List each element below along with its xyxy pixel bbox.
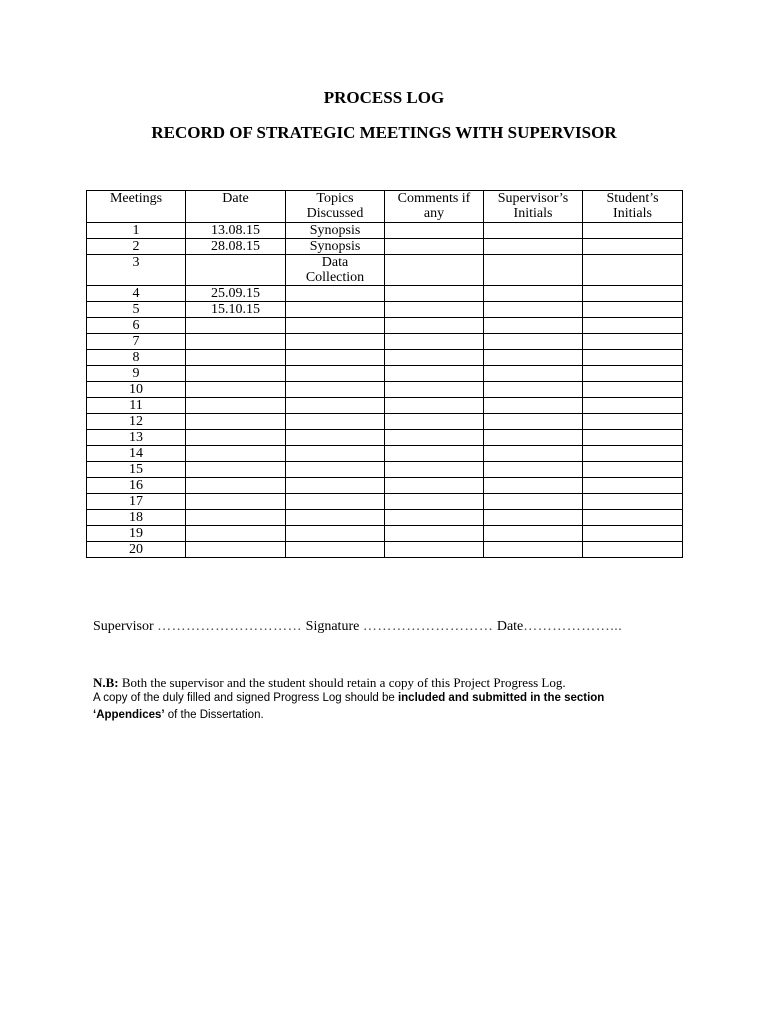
note-line-2 xyxy=(93,690,693,724)
topics-cell xyxy=(286,510,385,526)
note-text-3a: ‘Appendices’ xyxy=(93,709,165,721)
supervisor-initials-cell xyxy=(484,494,583,510)
date-cell: 15.10.15 xyxy=(186,302,286,318)
column-header xyxy=(87,191,186,223)
meeting-number-cell: 18 xyxy=(87,510,186,526)
date-cell xyxy=(186,526,286,542)
note-text-1: Both the supervisor and the student should retain a copy of this Project Progress Log. xyxy=(121,675,566,690)
student-initials-cell xyxy=(583,462,683,478)
table-row xyxy=(87,366,683,382)
date-cell xyxy=(186,318,286,334)
signature-label: Signature xyxy=(305,619,360,634)
date-cell xyxy=(186,542,286,558)
supervisor-initials-cell xyxy=(484,334,583,350)
meeting-number-cell: 11 xyxy=(87,398,186,414)
date-field: ………………... xyxy=(523,619,623,634)
table-row xyxy=(87,542,683,558)
column-header-label: Initials xyxy=(613,206,652,221)
meeting-number-cell: 7 xyxy=(87,334,186,350)
column-header-label: Supervisor’s xyxy=(497,191,569,206)
column-header xyxy=(583,191,683,223)
supervisor-initials-cell xyxy=(484,382,583,398)
date-cell xyxy=(186,510,286,526)
signature-line xyxy=(93,619,622,635)
student-initials-cell xyxy=(583,494,683,510)
table-row xyxy=(87,446,683,462)
column-header-label: any xyxy=(423,206,445,221)
comments-cell xyxy=(385,366,484,382)
topics-cell xyxy=(286,446,385,462)
topics-cell xyxy=(286,334,385,350)
date-cell xyxy=(186,255,286,286)
column-header xyxy=(484,191,583,223)
date-cell xyxy=(186,478,286,494)
topic-text: Collection xyxy=(305,270,365,285)
column-header-label: Discussed xyxy=(306,206,364,221)
table-row xyxy=(87,223,683,239)
comments-cell xyxy=(385,255,484,286)
supervisor-label: Supervisor xyxy=(93,619,154,634)
comments-cell xyxy=(385,414,484,430)
page-title: PROCESS LOG xyxy=(323,88,445,107)
meeting-number-cell: 12 xyxy=(87,414,186,430)
student-initials-cell xyxy=(583,286,683,302)
topics-cell xyxy=(286,302,385,318)
column-header-label: Initials xyxy=(513,206,553,221)
comments-cell xyxy=(385,478,484,494)
note-text-2b: included and submitted in the section xyxy=(397,692,605,704)
meeting-number-cell: 20 xyxy=(87,542,186,558)
date-cell: 25.09.15 xyxy=(186,286,286,302)
supervisor-initials-cell xyxy=(484,255,583,286)
meeting-number-cell: 16 xyxy=(87,478,186,494)
comments-cell xyxy=(385,510,484,526)
date-cell xyxy=(186,334,286,350)
comments-cell xyxy=(385,223,484,239)
meeting-number-cell: 5 xyxy=(87,302,186,318)
date-cell xyxy=(186,446,286,462)
student-initials-cell xyxy=(583,302,683,318)
topics-cell xyxy=(286,286,385,302)
topics-cell xyxy=(286,318,385,334)
student-initials-cell xyxy=(583,542,683,558)
comments-cell xyxy=(385,286,484,302)
table-row xyxy=(87,478,683,494)
date-cell xyxy=(186,350,286,366)
supervisor-initials-cell xyxy=(484,542,583,558)
date-cell: 13.08.15 xyxy=(186,223,286,239)
date-cell xyxy=(186,462,286,478)
comments-cell xyxy=(385,526,484,542)
table-row xyxy=(87,318,683,334)
table-row xyxy=(87,414,683,430)
comments-cell xyxy=(385,302,484,318)
meeting-number-cell: 19 xyxy=(87,526,186,542)
table-row xyxy=(87,430,683,446)
table-row xyxy=(87,239,683,255)
date-cell xyxy=(186,430,286,446)
topics-cell xyxy=(286,350,385,366)
comments-cell xyxy=(385,350,484,366)
supervisor-initials-cell xyxy=(484,318,583,334)
supervisor-initials-cell xyxy=(484,414,583,430)
supervisor-initials-cell xyxy=(484,446,583,462)
table-header-row xyxy=(87,191,683,223)
topics-cell xyxy=(286,478,385,494)
topics-cell xyxy=(286,366,385,382)
meeting-number-cell: 10 xyxy=(87,382,186,398)
table-row xyxy=(87,382,683,398)
supervisor-initials-cell xyxy=(484,286,583,302)
student-initials-cell xyxy=(583,430,683,446)
comments-cell xyxy=(385,446,484,462)
table-row xyxy=(87,255,683,286)
note-text-3b: of the Dissertation. xyxy=(164,709,264,721)
topics-cell xyxy=(286,223,385,239)
student-initials-cell xyxy=(583,478,683,494)
topics-cell xyxy=(286,398,385,414)
student-initials-cell xyxy=(583,350,683,366)
date-cell xyxy=(186,382,286,398)
table-row xyxy=(87,302,683,318)
meeting-number-cell: 15 xyxy=(87,462,186,478)
supervisor-initials-cell xyxy=(484,478,583,494)
topics-cell xyxy=(286,255,385,286)
supervisor-initials-cell xyxy=(484,366,583,382)
supervisor-field: ………………………… xyxy=(157,619,303,634)
comments-cell xyxy=(385,334,484,350)
comments-cell xyxy=(385,430,484,446)
student-initials-cell xyxy=(583,382,683,398)
column-header-label: Student’s xyxy=(606,191,659,206)
student-initials-cell xyxy=(583,398,683,414)
meeting-number-cell: 13 xyxy=(87,430,186,446)
student-initials-cell xyxy=(583,255,683,286)
note-text-2a: A copy of the duly filled and signed Progress Log should be xyxy=(93,692,398,704)
student-initials-cell xyxy=(583,239,683,255)
topic-text: Synopsis xyxy=(309,223,361,238)
column-header-label: Comments if xyxy=(397,191,471,206)
meeting-number-cell: 2 xyxy=(87,239,186,255)
table-row xyxy=(87,510,683,526)
student-initials-cell xyxy=(583,510,683,526)
student-initials-cell xyxy=(583,526,683,542)
column-header xyxy=(186,191,286,223)
supervisor-initials-cell xyxy=(484,430,583,446)
table-row xyxy=(87,526,683,542)
meeting-number-cell: 8 xyxy=(87,350,186,366)
table-row xyxy=(87,334,683,350)
comments-cell xyxy=(385,382,484,398)
meeting-number-cell: 14 xyxy=(87,446,186,462)
supervisor-initials-cell xyxy=(484,526,583,542)
topics-cell xyxy=(286,414,385,430)
comments-cell xyxy=(385,239,484,255)
meeting-number-cell: 3 xyxy=(87,255,186,286)
topics-cell xyxy=(286,462,385,478)
table-row xyxy=(87,398,683,414)
supervisor-initials-cell xyxy=(484,239,583,255)
meeting-number-cell: 1 xyxy=(87,223,186,239)
comments-cell xyxy=(385,494,484,510)
topic-text: Synopsis xyxy=(309,239,361,254)
signature-field: ……………………… xyxy=(362,619,494,634)
meeting-number-cell: 9 xyxy=(87,366,186,382)
meeting-number-cell: 6 xyxy=(87,318,186,334)
student-initials-cell xyxy=(583,414,683,430)
table-row xyxy=(87,286,683,302)
date-cell: 28.08.15 xyxy=(186,239,286,255)
date-cell xyxy=(186,494,286,510)
supervisor-initials-cell xyxy=(484,462,583,478)
date-cell xyxy=(186,398,286,414)
note-prefix: N.B: xyxy=(93,675,119,690)
page-subtitle: RECORD OF STRATEGIC MEETINGS WITH SUPERVISOR xyxy=(151,123,617,142)
meetings-table xyxy=(86,190,683,558)
column-header-label: Date xyxy=(222,191,249,206)
date-cell xyxy=(186,366,286,382)
meeting-number-cell: 17 xyxy=(87,494,186,510)
student-initials-cell xyxy=(583,318,683,334)
comments-cell xyxy=(385,542,484,558)
column-header xyxy=(385,191,484,223)
note-line-1 xyxy=(93,675,566,691)
comments-cell xyxy=(385,462,484,478)
topic-text: Data xyxy=(321,255,349,270)
date-cell xyxy=(186,414,286,430)
supervisor-initials-cell xyxy=(484,398,583,414)
student-initials-cell xyxy=(583,334,683,350)
meeting-number-cell: 4 xyxy=(87,286,186,302)
table-row xyxy=(87,350,683,366)
column-header xyxy=(286,191,385,223)
table-row xyxy=(87,462,683,478)
table-row xyxy=(87,494,683,510)
topics-cell xyxy=(286,542,385,558)
column-header-label: Meetings xyxy=(109,191,163,206)
topics-cell xyxy=(286,239,385,255)
student-initials-cell xyxy=(583,366,683,382)
supervisor-initials-cell xyxy=(484,223,583,239)
topics-cell xyxy=(286,382,385,398)
supervisor-initials-cell xyxy=(484,302,583,318)
topics-cell xyxy=(286,430,385,446)
column-header-label: Topics xyxy=(316,191,354,206)
topics-cell xyxy=(286,526,385,542)
date-label: Date xyxy=(496,619,524,634)
supervisor-initials-cell xyxy=(484,510,583,526)
student-initials-cell xyxy=(583,223,683,239)
student-initials-cell xyxy=(583,446,683,462)
table-body xyxy=(87,223,683,558)
comments-cell xyxy=(385,398,484,414)
supervisor-initials-cell xyxy=(484,350,583,366)
topics-cell xyxy=(286,494,385,510)
comments-cell xyxy=(385,318,484,334)
